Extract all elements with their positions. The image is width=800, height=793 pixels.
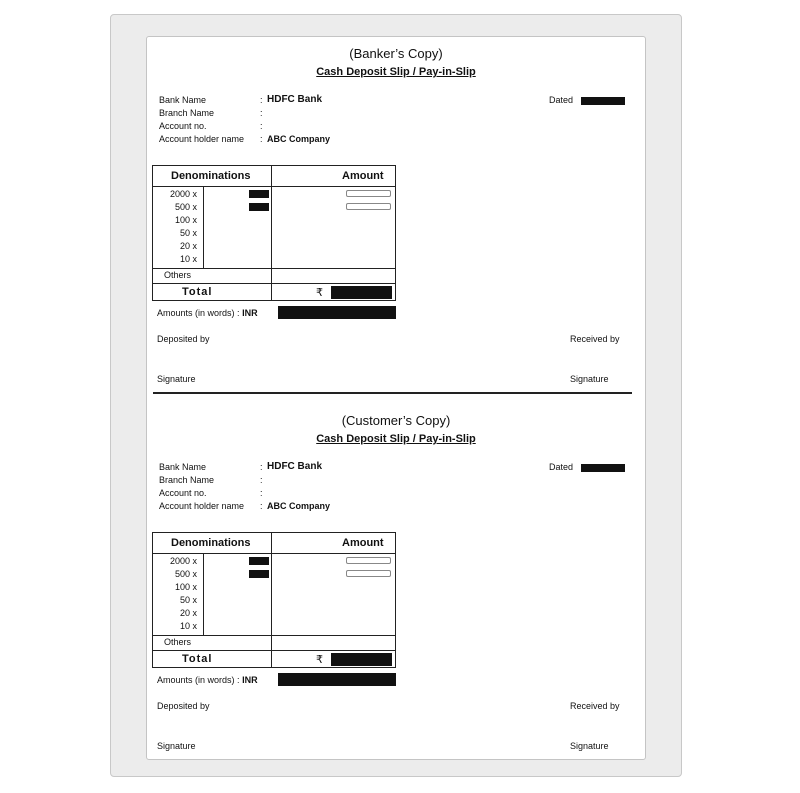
total-redaction: [331, 286, 392, 299]
total-label: Total: [182, 653, 213, 665]
denomination-table: [152, 532, 396, 668]
bank-name-value: HDFC Bank: [267, 94, 323, 105]
amount-field[interactable]: [346, 570, 391, 577]
denominations-header: Denominations: [171, 537, 251, 549]
deposited-by-label: Deposited by: [157, 334, 210, 344]
receiver-signature-label: Signature: [570, 741, 609, 751]
denomination-row: 50 x: [179, 228, 197, 238]
copy-divider: [153, 392, 632, 394]
count-redaction: [249, 570, 269, 578]
bank-name-label: Bank Name: [159, 462, 207, 472]
account-holder-label: Account holder name: [159, 134, 245, 144]
copy-label: (Banker’s Copy): [349, 46, 443, 61]
account-holder-value: ABC Company: [267, 501, 331, 511]
dated-label: Dated: [549, 462, 574, 472]
bank-name-value: HDFC Bank: [267, 461, 323, 472]
account-no-label: Account no.: [159, 488, 207, 498]
rupee-icon: ₹: [316, 654, 323, 666]
denomination-row: 10 x: [179, 621, 197, 631]
deposited-by-label: Deposited by: [157, 701, 210, 711]
denomination-row: 500 x: [174, 202, 197, 212]
count-redaction: [249, 203, 269, 211]
amount-in-words: Amounts (in words) : INR: [157, 308, 258, 318]
bank-name-label: Bank Name: [159, 95, 207, 105]
received-by-label: Received by: [570, 701, 620, 711]
denomination-row: 2000 x: [169, 556, 197, 566]
dated-redaction: [581, 464, 625, 472]
denomination-row: 2000 x: [169, 189, 197, 199]
dated-redaction: [581, 97, 625, 105]
denomination-row: 500 x: [174, 569, 197, 579]
denomination-row: 20 x: [179, 241, 197, 251]
denomination-row: 100 x: [174, 215, 197, 225]
total-redaction: [331, 653, 392, 666]
words-redaction: [278, 306, 396, 319]
receiver-signature-label: Signature: [570, 374, 609, 384]
total-label: Total: [182, 286, 213, 298]
amount-field[interactable]: [346, 203, 391, 210]
slip-title: Cash Deposit Slip / Pay-in-Slip: [316, 433, 476, 445]
account-no-label: Account no.: [159, 121, 207, 131]
copy-label: (Customer’s Copy): [341, 413, 451, 428]
received-by-label: Received by: [570, 334, 620, 344]
amount-header: Amount: [342, 170, 384, 182]
account-holder-label: Account holder name: [159, 501, 245, 511]
count-redaction: [249, 557, 269, 565]
depositor-signature-label: Signature: [157, 741, 196, 751]
denomination-row: 50 x: [179, 595, 197, 605]
denomination-row: 20 x: [179, 608, 197, 618]
words-redaction: [278, 673, 396, 686]
denomination-row: 100 x: [174, 582, 197, 592]
denomination-table: [152, 165, 396, 301]
amount-in-words: Amounts (in words) : INR: [157, 675, 258, 685]
others-label: Others: [164, 270, 192, 280]
denomination-row: 10 x: [179, 254, 197, 264]
bankers-copy: (Banker’s Copy) Cash Deposit Slip / Pay-in-Slip Bank Name : HDFC Bank Branch Name : Account no. : Account holder name : ABC Company Dated Denominations Amount 2000 x 500 x 100 x 50 x 20 x 10 x Others Total ₹ Amounts (in words) : INR Deposited by Received by Signature Signature: [146, 37, 646, 405]
customers-copy: (Customer’s Copy) Cash Deposit Slip / Pay-in-Slip Bank Name : HDFC Bank Branch Name : Account no. : Account holder name : ABC Company Dated Denominations Amount 2000 x 500 x 100 x 50 x 20 x 10 x Others Total ₹ Amounts (in words) : INR Deposited by Received by Signature Signature: [146, 404, 646, 772]
amount-field[interactable]: [346, 190, 391, 197]
slip-title: Cash Deposit Slip / Pay-in-Slip: [316, 66, 476, 78]
amount-field[interactable]: [346, 557, 391, 564]
rupee-icon: ₹: [316, 287, 323, 299]
amount-header: Amount: [342, 537, 384, 549]
dated-label: Dated: [549, 95, 574, 105]
branch-name-label: Branch Name: [159, 475, 215, 485]
count-redaction: [249, 190, 269, 198]
branch-name-label: Branch Name: [159, 108, 215, 118]
account-holder-value: ABC Company: [267, 134, 331, 144]
depositor-signature-label: Signature: [157, 374, 196, 384]
others-label: Others: [164, 637, 192, 647]
denominations-header: Denominations: [171, 170, 251, 182]
